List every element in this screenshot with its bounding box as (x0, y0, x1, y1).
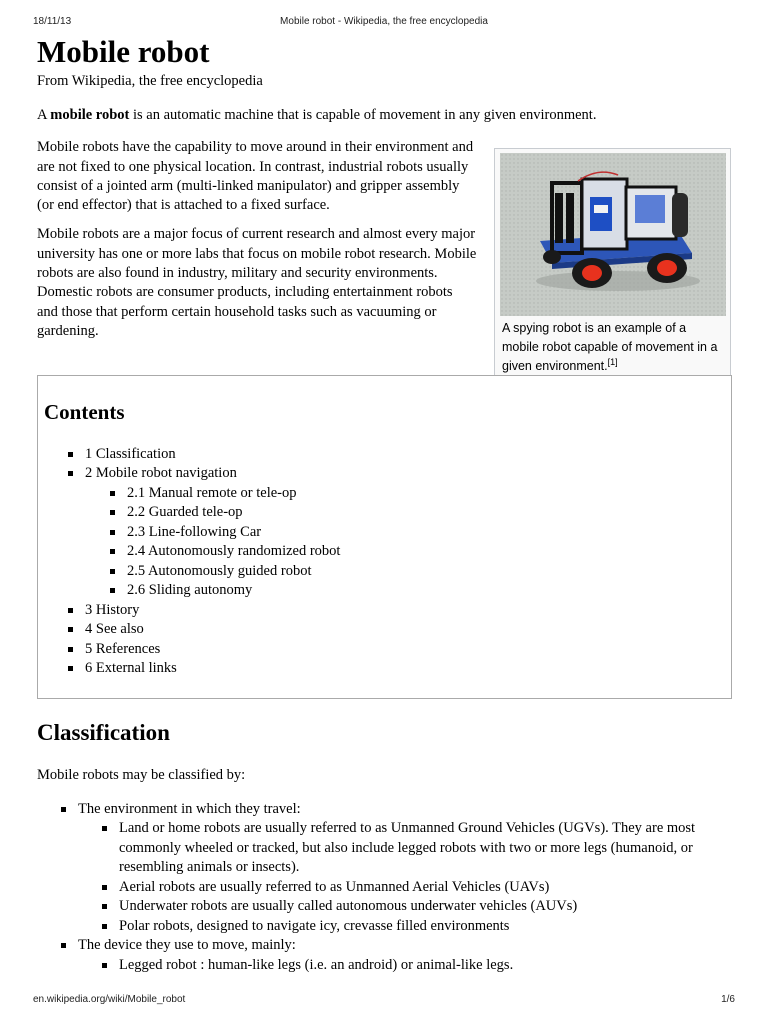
paragraph-1: Mobile robots have the capability to move around in their environment and are not fixed to one physical location. In contrast, industrial robots usually consist of a jointed arm (multi-linked manipulator) and gripper assembly (or end effector) that is attached to a fixed surface. (37, 139, 474, 214)
paragraph-2: Mobile robots are a major focus of current research and almost every major university has one or more labs that focus on mobile robot research. Mobile robots are also found in industry, military and security environments. Domestic robots are consumer products, including entertainment robots and those that perform certain household tasks such as vacuuming or gardening. (37, 226, 477, 339)
toc-list (68, 445, 340, 678)
list-item-label: The device they use to move, mainly: (78, 937, 296, 954)
sublist (102, 956, 741, 975)
toc-subitem[interactable]: 2.4 Autonomously randomized robot (110, 542, 340, 561)
article-content (37, 33, 733, 973)
list-subitem: Legged robot : human-like legs (i.e. an android) or animal-like legs. (102, 956, 741, 975)
toc-subitem[interactable]: 2.2 Guarded tele-op (110, 503, 340, 522)
intro-bold-term[interactable]: mobile robot (50, 107, 130, 123)
figure-caption (502, 319, 724, 376)
toc-item[interactable]: 3 History (68, 601, 340, 620)
list-item (61, 936, 741, 975)
sublist (102, 819, 741, 936)
page-number: 1/6 (721, 994, 735, 1005)
toc-subitem[interactable]: 2.6 Sliding autonomy (110, 581, 340, 600)
toc-item[interactable]: 4 See also (68, 620, 340, 639)
toc-item[interactable]: 1 Classification (68, 445, 340, 464)
intro-before: A (37, 107, 51, 123)
robot-photo[interactable] (500, 153, 726, 316)
classification-list (61, 800, 741, 975)
table-of-contents (37, 375, 732, 699)
list-subitem: Polar robots, designed to navigate icy, crevasse filled environments (102, 917, 741, 936)
article-subtitle: From Wikipedia, the free encyclopedia (37, 73, 263, 89)
section-heading-classification: Classification (37, 720, 170, 745)
intro-paragraph (37, 106, 733, 125)
list-item-label: The environment in which they travel: (78, 801, 301, 817)
reference-link[interactable]: [1] (607, 357, 618, 367)
figure-caption-text: A spying robot is an example of a mobile robot capable of movement in a given environment. (502, 321, 718, 373)
toc-subitem[interactable]: 2.1 Manual remote or tele-op (110, 484, 340, 503)
list-subitem: Aerial robots are usually referred to as Unmanned Aerial Vehicles (UAVs) (102, 878, 741, 897)
toc-subitem[interactable]: 2.5 Autonomously guided robot (110, 562, 340, 581)
toc-subitem[interactable]: 2.3 Line-following Car (110, 523, 340, 542)
print-date: 18/11/13 (33, 16, 72, 27)
toc-item-label[interactable]: 2 Mobile robot navigation (85, 465, 237, 482)
classification-intro: Mobile robots may be classified by: (37, 767, 246, 783)
print-header (33, 16, 735, 30)
print-footer (33, 994, 735, 1008)
list-subitem: Underwater robots are usually called autonomous underwater vehicles (AUVs) (102, 897, 741, 916)
toc-item[interactable]: 6 External links (68, 659, 340, 678)
page-title: Mobile robot (37, 34, 210, 69)
toc-sublist (110, 484, 340, 601)
list-item (61, 800, 741, 936)
print-page-title: Mobile robot - Wikipedia, the free encyclopedia (280, 16, 488, 27)
toc-item[interactable]: 5 References (68, 640, 340, 659)
intro-after: is an automatic machine that is capable of movement in any given environment. (129, 107, 597, 123)
list-subitem: Land or home robots are usually referred to as Unmanned Ground Vehicles (UGVs). They are most commonly wheeled or tracked, but also include legged robots with two or more legs (humanoid, or resembling animals or insects). (102, 819, 741, 877)
toc-item[interactable] (68, 464, 340, 600)
toc-heading: Contents (44, 400, 125, 424)
figure-thumbnail (494, 148, 731, 382)
print-url: en.wikipedia.org/wiki/Mobile_robot (33, 994, 186, 1005)
